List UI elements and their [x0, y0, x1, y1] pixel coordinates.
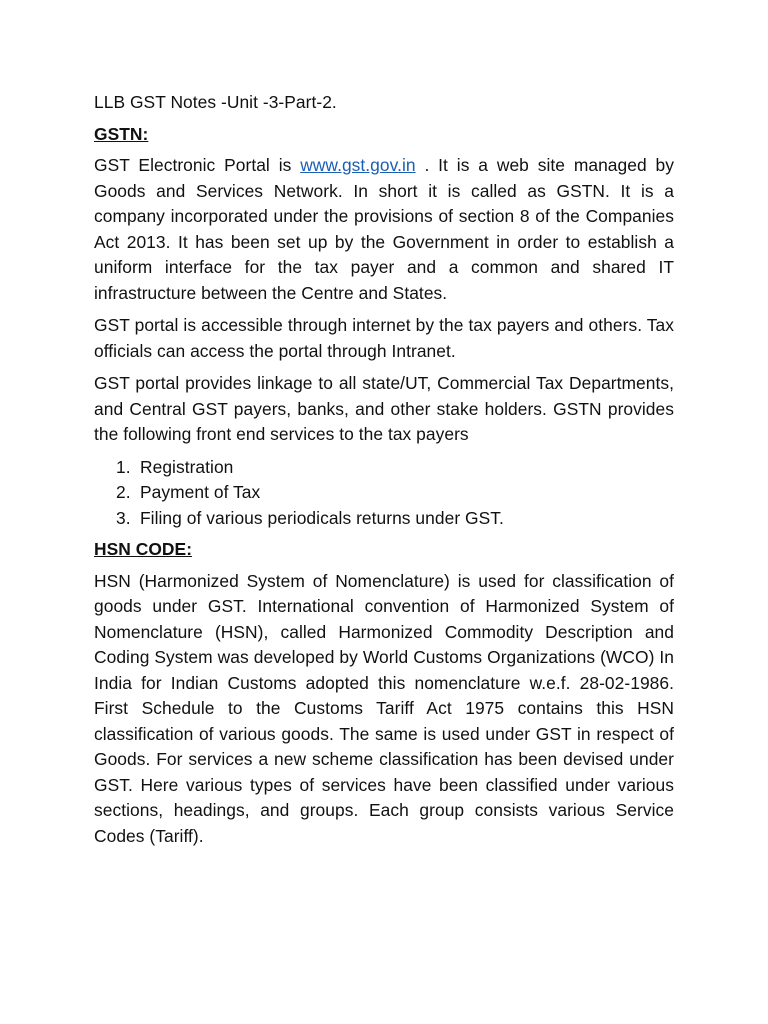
gstn-paragraph-1 [94, 153, 674, 306]
gstn-paragraph-3: GST portal provides linkage to all state/UT, Commercial Tax Departments, and Central GST payers, banks, and other stake holders. GSTN provides the following front end services to the tax payers [94, 373, 674, 444]
list-item-text: Filing of various periodicals returns under GST. [140, 507, 504, 528]
list-item-number: 2. [116, 482, 131, 502]
list-item-number: 1. [116, 456, 131, 477]
hsn-paragraph-1: HSN (Harmonized System of Nomenclature) is used for classification of goods under GST. International convention of Harmonized System of Nomenclature (HSN), called Harmonized Commodity Description and Coding System was developed by World Customs Organizations (WCO) In India for Indian Customs adopted this nomenclature w.e.f. 28-02-1986. First Schedule to the Customs Tariff Act 1975 contains this HSN classification of various goods. The same is used under GST in respect of Goods. For services a new scheme classification has been devised under GST. Here various types of services have been classified under various sections, headings, and groups. Each group consists various Service Codes (Tariff). [94, 570, 674, 846]
list-item [94, 455, 674, 481]
list-item [94, 506, 674, 532]
list-item-text: Registration [140, 456, 234, 477]
document-title: LLB GST Notes -Unit -3-Part-2. [94, 92, 337, 112]
gstn-paragraph-2: GST portal is accessible through internet by the tax payers and others. Tax officials can access the portal through Intranet. [94, 315, 674, 361]
gstn-p1-rest: . It is a web site managed by Goods and Services Network. In short it is called as GSTN. It is a company incorporated under the provisions of section 8 of the Companies Act 2013. It has been set up by the Government in order to establish a uniform interface for the tax payer and a common and shared IT infrastructure between the Centre and States. [94, 155, 675, 303]
list-item-text: Payment of Tax [140, 482, 261, 502]
document-page [94, 90, 674, 856]
list-item [94, 480, 674, 506]
gstn-p1-intro: GST Electronic Portal is [94, 155, 301, 175]
list-item-number: 3. [116, 507, 131, 528]
gstn-services-list [94, 455, 674, 532]
hsn-heading: HSN CODE: [94, 539, 193, 559]
gst-portal-link[interactable]: www.gst.gov.in [300, 155, 416, 175]
gstn-heading: GSTN: [94, 123, 149, 144]
